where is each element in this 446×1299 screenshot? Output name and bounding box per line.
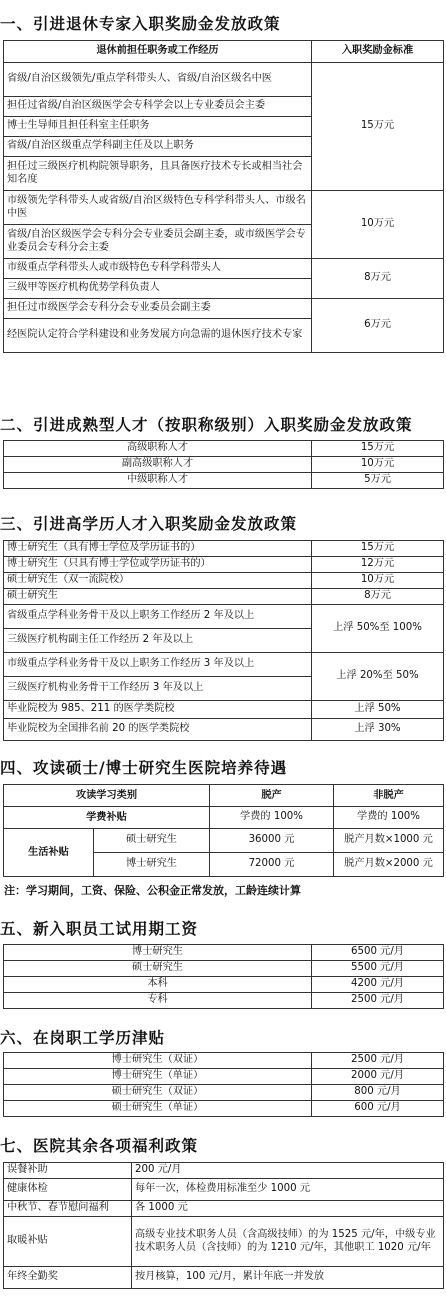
s3-row: 三级医疗机构业务骨干工作经历 3 年及以上 xyxy=(4,677,312,701)
s1-row: 经医院认定符合学科建设和业务发展方向急需的退休医疗技术专家 xyxy=(4,319,312,353)
s1-row: 担任过省级/自治区级医学会专科学会以上专业委员会主委 xyxy=(4,97,312,117)
s7-row-name: 中秋节、春节慰问福利 xyxy=(4,1201,132,1217)
s6-row-name: 博士研究生（单证） xyxy=(4,1069,312,1085)
s4-header-off: 脱产 xyxy=(210,785,334,807)
s6-row-name: 硕士研究生（双证） xyxy=(4,1085,312,1101)
s3-row: 市级重点学科业务骨干及以上职务工作经历 3 年及以上 xyxy=(4,653,312,677)
s4-doctor-on: 脱产月数×2000 元 xyxy=(334,853,444,877)
s1-row: 省级/自治区级医学会专科分会专业委员会副主委，或市级医学会专业委员会专科分会主委 xyxy=(4,225,312,259)
s3-amount: 上浮 20%至 50% xyxy=(312,653,444,701)
s7-row-value: 每年一次，体检费用标准至少 1000 元 xyxy=(132,1179,444,1201)
s3-row: 硕士研究生 xyxy=(4,589,312,605)
s1-header-amount: 入职奖励金标准 xyxy=(312,41,444,63)
s7-row-value: 各 1000 元 xyxy=(132,1201,444,1217)
s2-row-amount: 10万元 xyxy=(312,457,444,473)
s6-row-name: 硕士研究生（单证） xyxy=(4,1101,312,1117)
s7-row-name: 取暖补贴 xyxy=(4,1217,132,1267)
s5-row-name: 博士研究生 xyxy=(4,945,312,961)
section-6-title: 六、在岗职工学历津贴 xyxy=(0,1028,166,1047)
s1-row: 省级/自治区级领先/重点学科带头人、省级/自治区级名中医 xyxy=(4,63,312,97)
section-5-title: 五、新入职员工试用期工资 xyxy=(0,919,199,938)
s5-row-amount: 6500 元/月 xyxy=(312,945,444,961)
s6-row-amount: 2500 元/月 xyxy=(312,1053,444,1069)
s4-tuition-label: 学费补贴 xyxy=(4,807,210,829)
s7-row-name: 误餐补助 xyxy=(4,1163,132,1179)
s7-row-value: 按月核算，100 元/月，累计年底一并发放 xyxy=(132,1267,444,1289)
s3-row: 三级医疗机构副主任工作经历 2 年及以上 xyxy=(4,629,312,653)
s7-row-value: 高级专业技术职务人员（含高级技师）的为 1525 元/年，中级专业技术职务人员（含技师）的为 1210 元/年，其他职工 1020 元/年 xyxy=(132,1217,444,1267)
s2-row-name: 高级职称人才 xyxy=(4,441,312,457)
s7-row-name: 健康体检 xyxy=(4,1179,132,1201)
s4-header-type: 攻读学习类别 xyxy=(4,785,210,807)
s1-amount-15: 15万元 xyxy=(312,63,444,191)
s3-row: 硕士研究生（双一流院校） xyxy=(4,573,312,589)
s3-row: 省级重点学科业务骨干及以上职务工作经历 2 年及以上 xyxy=(4,605,312,629)
s1-row: 省级/自治区级重点学科副主任及以上职务 xyxy=(4,137,312,157)
s3-amount: 上浮 50%至 100% xyxy=(312,605,444,653)
section-2-table xyxy=(3,440,444,489)
s1-row: 市级领先学科带头人或省级/自治区级特色专科学科带头人、市级名中医 xyxy=(4,191,312,225)
section-3-table xyxy=(3,540,444,741)
section-4-table xyxy=(3,784,444,877)
s3-amount: 上浮 30% xyxy=(312,719,444,741)
s3-amount: 15万元 xyxy=(312,541,444,557)
section-4-title: 四、攻读硕士/博士研究生医院培养待遇 xyxy=(0,758,288,777)
s2-row-name: 副高级职称人才 xyxy=(4,457,312,473)
s6-row-amount: 2000 元/月 xyxy=(312,1069,444,1085)
s2-row-amount: 5万元 xyxy=(312,473,444,489)
section-2-title: 二、引进成熟型人才（按职称级别）入职奖励金发放政策 xyxy=(0,415,413,434)
s4-tuition-on: 学费的 100% xyxy=(334,807,444,829)
section-5-table xyxy=(3,944,444,1009)
s4-header-on: 非脱产 xyxy=(334,785,444,807)
s5-row-amount: 5500 元/月 xyxy=(312,961,444,977)
section-7-title: 七、医院其余各项福利政策 xyxy=(0,1136,199,1155)
s1-amount-8: 8万元 xyxy=(312,259,444,299)
section-1-title: 一、引进退休专家入职奖励金发放政策 xyxy=(0,14,281,33)
s2-row-name: 中级职称人才 xyxy=(4,473,312,489)
s1-row: 担任过市级医学会专科分会专业委员会副主委 xyxy=(4,299,312,319)
s3-amount: 8万元 xyxy=(312,589,444,605)
s4-doctor-label: 博士研究生 xyxy=(94,853,210,877)
s4-master-off: 36000 元 xyxy=(210,829,334,853)
section-1-table xyxy=(3,40,444,353)
s5-row-name: 专科 xyxy=(4,993,312,1009)
s5-row-amount: 4200 元/月 xyxy=(312,977,444,993)
s2-row-amount: 15万元 xyxy=(312,441,444,457)
s3-amount: 上浮 50% xyxy=(312,701,444,719)
s4-tuition-off: 学费的 100% xyxy=(210,807,334,829)
s4-master-label: 硕士研究生 xyxy=(94,829,210,853)
s6-row-amount: 800 元/月 xyxy=(312,1085,444,1101)
s6-row-name: 博士研究生（双证） xyxy=(4,1053,312,1069)
s4-note: 注：学习期间，工资、保险、公积金正常发放，工龄连续计算 xyxy=(4,884,301,897)
s1-amount-6: 6万元 xyxy=(312,299,444,353)
s3-amount: 12万元 xyxy=(312,557,444,573)
section-7-table xyxy=(3,1162,444,1289)
s1-amount-10: 10万元 xyxy=(312,191,444,259)
section-6-table xyxy=(3,1052,444,1117)
s1-row: 担任过三级医疗机构院领导职务，且具备医疗技术专长或相当社会知名度 xyxy=(4,157,312,191)
s1-row: 三级甲等医疗机构优势学科负责人 xyxy=(4,279,312,299)
s4-doctor-off: 72000 元 xyxy=(210,853,334,877)
s1-header-duty: 退休前担任职务或工作经历 xyxy=(4,41,312,63)
s7-row-name: 年终全勤奖 xyxy=(4,1267,132,1289)
s7-row-value: 200 元/月 xyxy=(132,1163,444,1179)
s3-amount: 10万元 xyxy=(312,573,444,589)
s5-row-name: 硕士研究生 xyxy=(4,961,312,977)
s5-row-amount: 2500 元/月 xyxy=(312,993,444,1009)
s6-row-amount: 600 元/月 xyxy=(312,1101,444,1117)
s4-master-on: 脱产月数×1000 元 xyxy=(334,829,444,853)
s3-row: 博士研究生（只具有博士学位或学历证书的） xyxy=(4,557,312,573)
s1-row: 市级重点学科带头人或市级特色专科学科带头人 xyxy=(4,259,312,279)
s3-row: 毕业院校为全国排名前 20 的医学类院校 xyxy=(4,719,312,741)
s5-row-name: 本科 xyxy=(4,977,312,993)
s3-row: 博士研究生（具有博士学位及学历证书的） xyxy=(4,541,312,557)
s1-row: 博士生导师且担任科室主任职务 xyxy=(4,117,312,137)
s4-living-label: 生活补贴 xyxy=(4,829,94,877)
s3-row: 毕业院校为 985、211 的医学类院校 xyxy=(4,701,312,719)
section-3-title: 三、引进高学历人才入职奖励金发放政策 xyxy=(0,514,298,533)
